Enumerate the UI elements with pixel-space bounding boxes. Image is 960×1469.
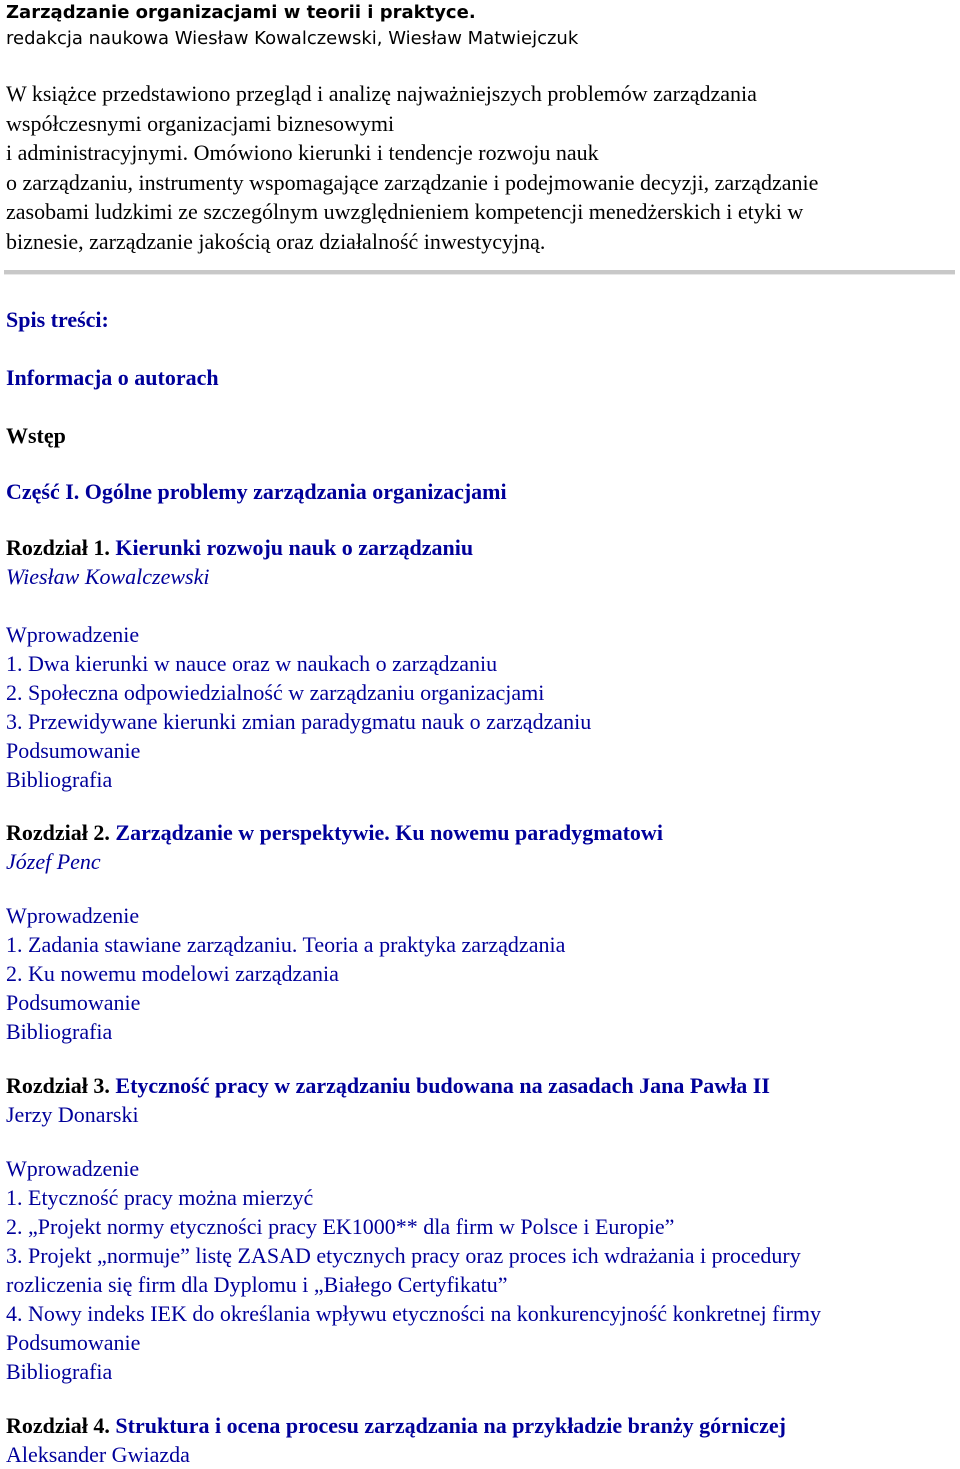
chapter-3-title: Etyczność pracy w zarządzaniu budowana na zasadach Jana Pawła II	[115, 1073, 770, 1098]
chapter-3-item: 1. Etyczność pracy można mierzyć	[6, 1185, 314, 1210]
chapter-4-number: Rozdział 4.	[6, 1413, 110, 1438]
chapter-1-item: Bibliografia	[6, 767, 113, 792]
section-divider	[4, 270, 955, 275]
description-line: i administracyjnymi. Omówiono kierunki i tendencje rozwoju nauk	[6, 140, 599, 165]
chapter-2-author: Józef Penc	[6, 849, 101, 874]
chapter-3-item: Wprowadzenie	[6, 1156, 140, 1181]
chapter-1-item: 2. Społeczna odpowiedzialność w zarządzaniu organizacjami	[6, 680, 545, 705]
book-description	[0, 79, 960, 256]
chapter-2-item: Podsumowanie	[6, 990, 141, 1015]
description-line: współczesnymi organizacjami biznesowymi	[6, 110, 395, 136]
chapter-1-title: Kierunki rozwoju nauk o zarządzaniu	[115, 535, 474, 560]
description-line: o zarządzaniu, instrumenty wspomagające zarządzanie i podejmowanie decyzji, zarządzanie	[6, 169, 819, 195]
toc-heading: Spis treści:	[6, 307, 109, 332]
chapter-1-heading	[6, 533, 946, 562]
chapter-2-title: Zarządzanie w perspektywie. Ku nowemu paradygmatowi	[115, 820, 663, 845]
toc-intro: Wstęp	[6, 423, 66, 448]
chapter-3-author: Jerzy Donarski	[6, 1102, 139, 1127]
chapter-4-title: Struktura i ocena procesu zarządzania na przykładzie branży górniczej	[115, 1413, 786, 1438]
toc-authors-info: Informacja o autorach	[6, 365, 219, 390]
chapter-1-item: 3. Przewidywane kierunki zmian paradygmatu nauk o zarządzaniu	[6, 709, 592, 734]
chapter-2-item: 2. Ku nowemu modelowi zarządzania	[6, 961, 339, 986]
chapter-3-item: 4. Nowy indeks IEK do określania wpływu etyczności na konkurencyjność konkretnej firmy	[6, 1301, 822, 1326]
chapter-1-item: Podsumowanie	[6, 738, 141, 763]
chapter-1-item: Wprowadzenie	[6, 622, 140, 647]
book-title: Zarządzanie organizacjami w teorii i praktyce.	[6, 2, 476, 23]
description-line: zasobami ludzkimi ze szczególnym uwzględnieniem kompetencji menedżerskich i etyki w	[6, 199, 804, 224]
chapter-3-number: Rozdział 3.	[6, 1073, 110, 1098]
chapter-1-number: Rozdział 1.	[6, 535, 110, 560]
description-line: W książce przedstawiono przegląd i analizę najważniejszych problemów zarządzania	[6, 81, 757, 106]
chapter-2-number: Rozdział 2.	[6, 820, 110, 845]
chapter-1-author: Wiesław Kowalczewski	[6, 564, 210, 589]
chapter-3-item: rozliczenia się firm dla Dyplomu i „Białego Certyfikatu”	[6, 1272, 508, 1297]
chapter-2-item: 1. Zadania stawiane zarządzaniu. Teoria a praktyka zarządzania	[6, 932, 566, 957]
chapter-3-item: 3. Projekt „normuje” listę ZASAD etycznych pracy oraz proces ich wdrażania i procedury	[6, 1243, 801, 1268]
chapter-3-item: 2. „Projekt normy etyczności pracy EK1000** dla firm w Polsce i Europie”	[6, 1214, 675, 1239]
chapter-2-item: Wprowadzenie	[6, 903, 140, 928]
book-editors: redakcja naukowa Wiesław Kowalczewski, Wiesław Matwiejczuk	[6, 28, 579, 49]
chapter-4-author: Aleksander Gwiazda	[6, 1442, 190, 1467]
toc-part-1: Część I. Ogólne problemy zarządzania organizacjami	[6, 479, 507, 504]
chapter-2-item: Bibliografia	[6, 1019, 113, 1044]
chapter-3-item: Bibliografia	[6, 1359, 113, 1384]
chapter-3-item: Podsumowanie	[6, 1330, 141, 1355]
chapter-1-item: 1. Dwa kierunki w nauce oraz w naukach o zarządzaniu	[6, 651, 498, 676]
chapter-3-heading	[6, 1071, 946, 1100]
chapter-2-heading	[6, 818, 946, 847]
description-line: biznesie, zarządzanie jakością oraz działalność inwestycyjną.	[6, 228, 546, 254]
chapter-4-heading	[6, 1411, 946, 1440]
book-header	[0, 0, 960, 52]
table-of-contents	[6, 305, 946, 1469]
